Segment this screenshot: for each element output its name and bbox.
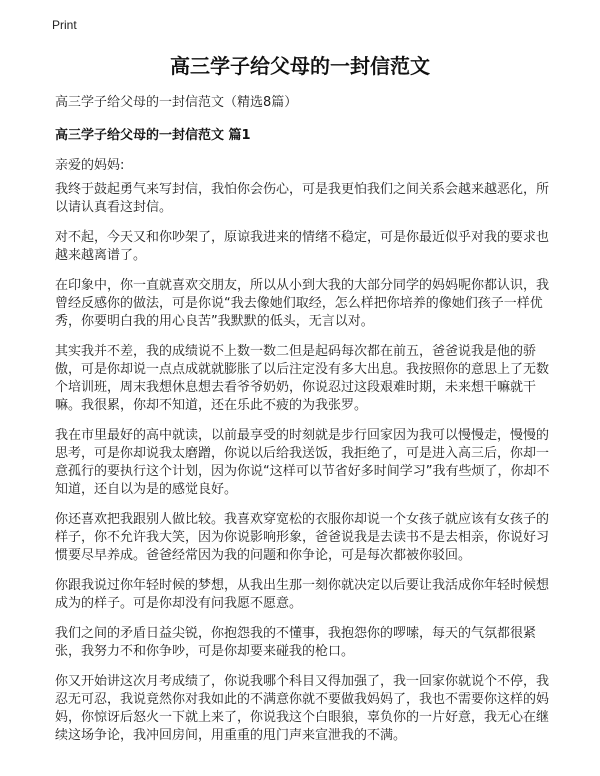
page-title: 高三学子给父母的一封信范文 [170, 54, 430, 78]
letter-greeting: 亲爱的妈妈: [55, 158, 125, 173]
section-heading: 高三学子给父母的一封信范文 篇1 [55, 128, 251, 143]
document-subtitle: 高三学子给父母的一封信范文（精选8篇） [55, 95, 298, 110]
paragraph: 你又开始讲这次月考成绩了，你说我哪个科目又得加强了，我一回家你就说个不停，我忍无可忍，我说竟然你对我如此的不满意你就不要做我妈妈了，我也不需要你这样的妈妈，你惊讶后怒火一下就上来了，你说我这个白眼狼，辜负你的一片好意，我无心在继续这场争论，我冲回房间，用重重的甩门声来宣泄我的不满。 [55, 674, 550, 743]
paragraph: 对不起，今天又和你吵架了，原谅我进来的情绪不稳定，可是你最近似乎对我的要求也越来越离谱了。 [55, 230, 550, 263]
paragraph: 我们之间的矛盾日益尖锐，你抱怨我的不懂事，我抱怨你的啰嗦，每天的气氛都很紧张，我努力不和你争吵，可是你却要来碰我的枪口。 [55, 626, 537, 659]
paragraph: 你跟我说过你年轻时候的梦想，从我出生那一刻你就决定以后要让我活成你年轻时候想成为的样子。可是你却没有问我愿不愿意。 [55, 578, 550, 611]
paragraph: 我在市里最好的高中就读，以前最享受的时刻就是步行回家因为我可以慢慢走，慢慢的思考，可是你却说我太磨蹭，你说以后给我送饭，我拒绝了，可是进入高三后，你却一意孤行的要执行这个计划，因为你说“这样可以节省好多时间学习”我有些烦了，你却不知道，还自以为是的感觉良好。 [55, 428, 550, 497]
paragraph: 我终于鼓起勇气来写封信，我怕你会伤心，可是我更怕我们之间关系会越来越恶化，所以请认真看这封信。 [55, 182, 550, 215]
letter-body [55, 181, 555, 757]
paragraph: 其实我并不差，我的成绩说不上数一数二但是起码每次都在前五，爸爸说我是他的骄傲，可是你却说一点点成就就膨胀了以后注定没有多大出息。我按照你的意思上了无数个培训班，周末我想休息想去看爷爷奶奶，你说忍过这段艰难时期，未来想干嘛就干嘛。我很累，你却不知道，还在乐此不疲的为我张罗。 [55, 344, 550, 413]
paragraph: 在印象中，你一直就喜欢交朋友，所以从小到大我的大部分同学的妈妈呢你都认识，我曾经反感你的做法，可是你说“我去像她们取经，怎么样把你培养的像她们孩子一样优秀，你要明白我的用心良苦”我默默的低头，无言以对。 [55, 278, 550, 329]
print-link[interactable]: Print [52, 18, 77, 32]
paragraph: 你还喜欢把我跟别人做比较。我喜欢穿宽松的衣服你却说一个女孩子就应该有女孩子的样子，你不允许我大笑，因为你说影响形象，爸爸说我是去读书不是去相亲，你说好习惯要尽早养成。爸爸经常因为我的问题和你争论，可是每次都被你驳回。 [55, 512, 550, 563]
